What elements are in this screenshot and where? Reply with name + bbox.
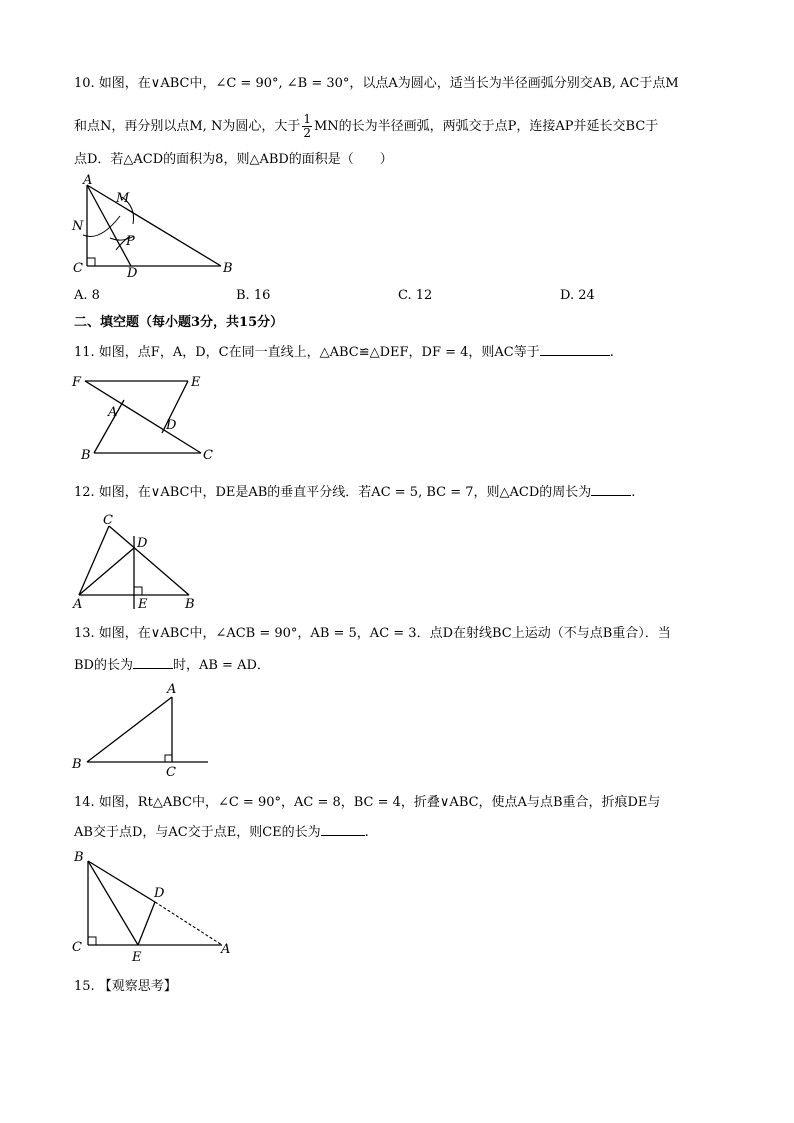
q12-label-c: C xyxy=(103,513,113,528)
q14-label-c: C xyxy=(72,940,82,955)
q13-line2-post: 时，AB = AD． xyxy=(172,658,270,673)
q14-label-d: D xyxy=(154,886,165,901)
q14-label-e: E xyxy=(132,950,142,965)
q14-line2-post: . xyxy=(364,825,369,840)
q11-label-a: A xyxy=(108,405,118,420)
q11-label-c: C xyxy=(203,448,213,463)
answer-blank[interactable] xyxy=(591,483,631,496)
q11-label-f: F xyxy=(72,375,82,390)
q12-label-b: B xyxy=(185,597,195,612)
q13-label-a: A xyxy=(167,682,177,697)
q10-option-a: A. 8 xyxy=(74,288,100,303)
q10-figure xyxy=(70,172,240,282)
q12-label-e: E xyxy=(138,597,148,612)
fraction xyxy=(302,113,312,140)
q13-line2 xyxy=(74,656,270,675)
q11-figure xyxy=(70,372,220,467)
q10-label-a: A xyxy=(83,173,93,188)
answer-blank[interactable] xyxy=(540,343,610,356)
q10-label-b: B xyxy=(223,261,233,276)
q13-line2-pre: BD的长为 xyxy=(74,658,133,673)
q14-line2 xyxy=(74,823,369,842)
q14-line2-pre: AB交于点D，与AC交于点E，则CE的长为 xyxy=(74,825,321,840)
q12-label-d: D xyxy=(137,536,148,551)
q13-label-b: B xyxy=(72,757,82,772)
q11-text-pre: 11. 如图，点F，A，D，C在同一直线上，△ABC≌△DEF，DF = 4，则AC等于 xyxy=(74,345,540,360)
q10-line1: 10. 如图，在∨ABC中，∠C = 90°, ∠B = 30°，以点A为圆心，适当长为半径画弧分别交AB, AC于点M xyxy=(74,76,679,91)
q14-line1: 14. 如图，Rt△ABC中，∠C = 90°，AC = 8，BC = 4，折叠∨ABC，使点A与点B重合，折痕DE与 xyxy=(74,795,661,810)
q14-figure xyxy=(70,845,240,965)
q12-text xyxy=(74,483,635,502)
q10-option-b: B. 16 xyxy=(236,288,271,303)
q10-line2-post: MN的长为半径画弧，两弧交于点P，连接AP并延长交BC于 xyxy=(313,119,659,134)
q10-label-c: C xyxy=(73,261,83,276)
q15-text: 15. 【观察思考】 xyxy=(74,979,177,994)
q10-label-p: P xyxy=(126,234,135,249)
q14-label-b: B xyxy=(74,850,84,865)
q13-figure xyxy=(70,680,215,780)
q10-label-m: M xyxy=(116,191,130,206)
section-heading: 二、填空题（每小题3分，共15分） xyxy=(74,315,284,330)
q10-label-n: N xyxy=(72,219,84,234)
q10-option-c: C. 12 xyxy=(398,288,433,303)
q12-figure xyxy=(70,512,210,612)
q10-line3: 点D．若△ACD的面积为8，则△ABD的面积是（ ） xyxy=(74,152,393,167)
q11-text xyxy=(74,343,614,362)
q14-label-a: A xyxy=(221,942,231,957)
q10-label-d: D xyxy=(127,266,138,281)
q10-line2 xyxy=(74,113,658,140)
q13-line1: 13. 如图，在∨ABC中，∠ACB = 90°，AB = 5，AC = 3．点D在射线BC上运动（不与点B重合）．当 xyxy=(74,626,671,641)
q12-label-a: A xyxy=(73,597,83,612)
q11-label-e: E xyxy=(191,375,201,390)
q11-text-post: . xyxy=(609,345,614,360)
q11-label-b: B xyxy=(81,448,91,463)
fraction-numerator: 1 xyxy=(303,112,311,126)
q12-text-post: . xyxy=(631,485,636,500)
answer-blank[interactable] xyxy=(133,656,173,669)
q13-label-c: C xyxy=(166,765,176,780)
q10-line2-pre: 和点N，再分别以点M, N为圆心，大于 xyxy=(74,119,301,134)
answer-blank[interactable] xyxy=(321,823,365,836)
q10-option-d: D. 24 xyxy=(560,288,595,303)
fraction-denominator: 2 xyxy=(303,126,311,140)
q12-text-pre: 12. 如图，在∨ABC中，DE是AB的垂直平分线．若AC = 5, BC = 7，则△ACD的周长为 xyxy=(74,485,592,500)
q11-label-d: D xyxy=(166,418,177,433)
